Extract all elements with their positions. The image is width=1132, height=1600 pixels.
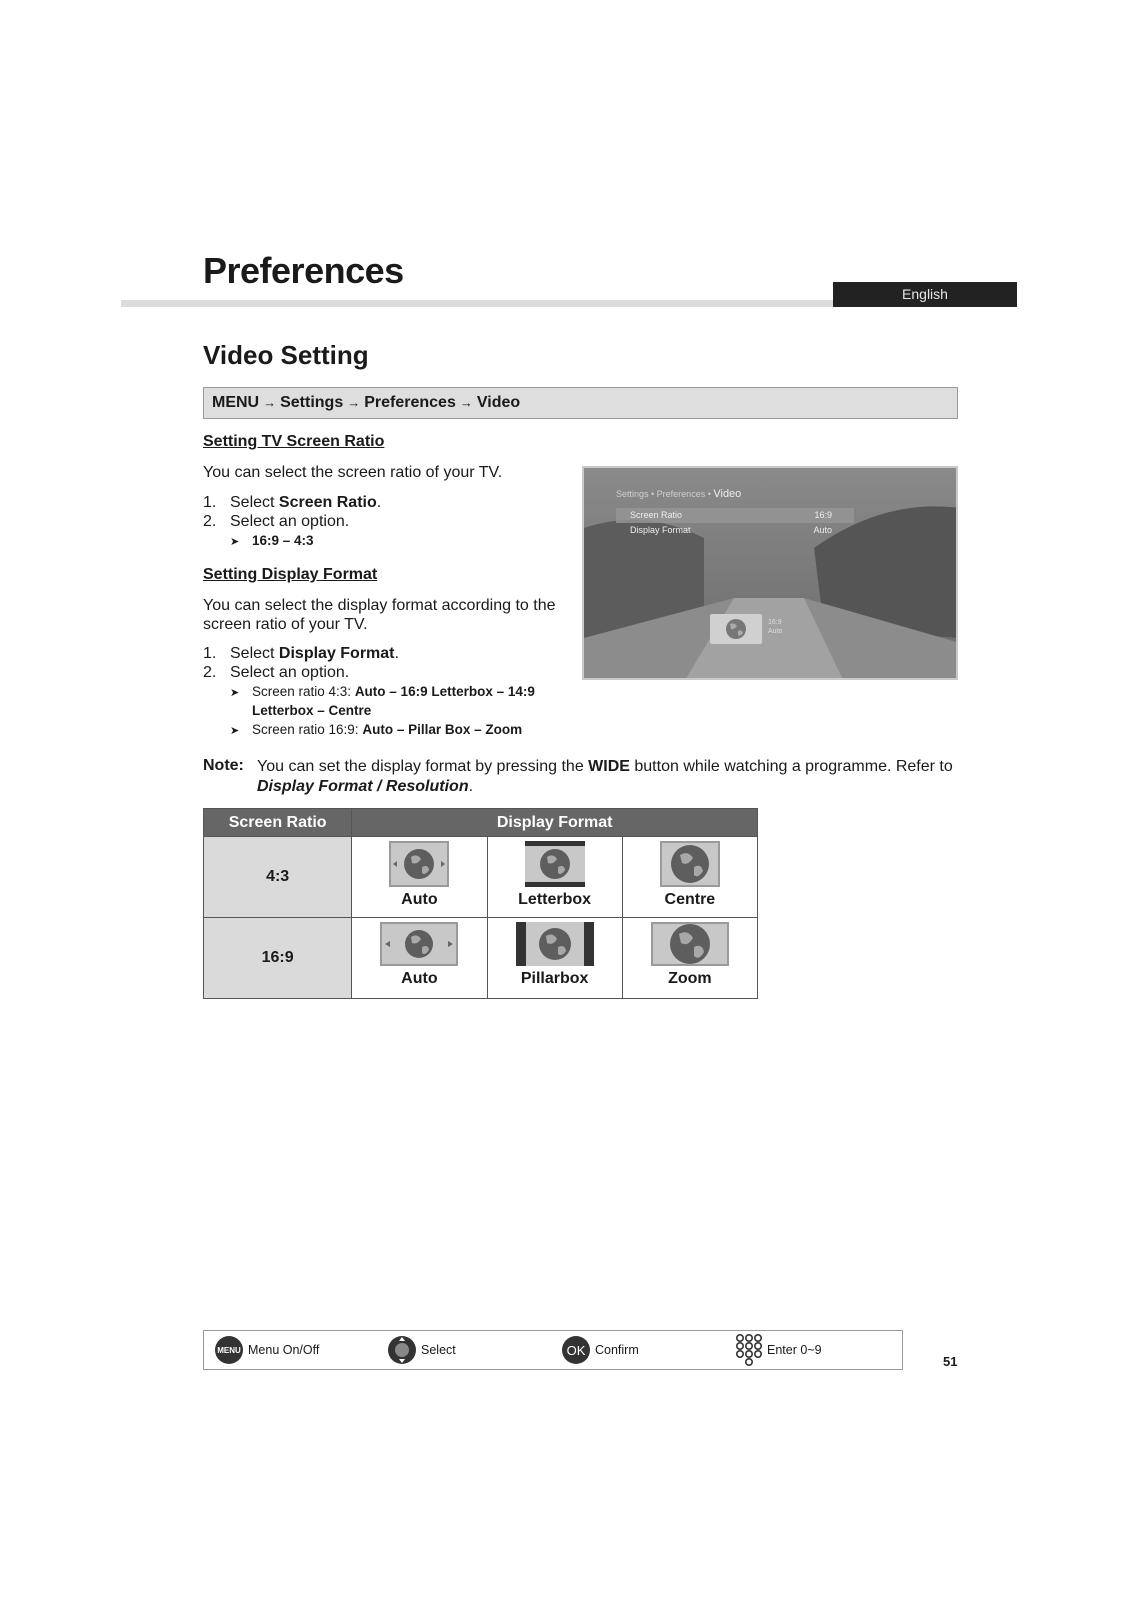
legend-menu	[214, 1335, 319, 1365]
format-label: Auto	[401, 891, 438, 908]
format-cell-letterbox	[487, 837, 622, 918]
step-end: .	[394, 645, 399, 662]
note-text-end: .	[468, 778, 474, 795]
tv-screenshot	[582, 466, 958, 680]
col-header-screen-ratio: Screen Ratio	[204, 809, 352, 837]
note-reference: Display Format / Resolution	[257, 778, 469, 795]
tv-menu-value: Auto	[813, 525, 832, 535]
tv-osd-text	[768, 618, 782, 636]
legend-confirm	[561, 1335, 639, 1365]
header-rule	[121, 300, 841, 307]
menu-path-bar	[203, 387, 958, 419]
option-values: Auto – Pillar Box – Zoom	[362, 722, 523, 737]
tv-menu-label: Display Format	[630, 525, 691, 535]
tv-osd-box	[710, 614, 762, 644]
format-label: Auto	[401, 970, 438, 987]
note-text-pre: You can set the display format by pressing the	[257, 758, 589, 775]
tv-menu-value: 16:9	[814, 510, 832, 520]
legend-confirm-label: Confirm	[595, 1343, 639, 1357]
tv-ratio-intro: You can select the screen ratio of your TV.	[203, 464, 503, 481]
table-row	[204, 837, 758, 918]
format-cell-auto	[352, 918, 487, 999]
option-prefix: Screen ratio 16:9:	[252, 722, 363, 737]
ratio-cell: 4:3	[204, 837, 352, 918]
globe-icon	[710, 614, 762, 644]
display-format-option-1-cont	[252, 701, 371, 720]
menu-button-text: MENU	[217, 1346, 241, 1355]
menu-path-step: Video	[476, 394, 521, 411]
menu-path-step: MENU	[212, 394, 260, 411]
display-format-step-2	[203, 663, 349, 683]
page-number: 51	[943, 1354, 958, 1369]
arrow-icon: →	[347, 395, 361, 410]
arrow-icon: →	[263, 395, 277, 410]
legend-enter-label: Enter 0~9	[767, 1343, 822, 1357]
tv-breadcrumb	[616, 488, 741, 500]
table-header-row	[204, 809, 758, 837]
note-text	[257, 757, 967, 797]
display-format-step-1	[203, 644, 399, 664]
chevron-right-icon: ➤	[230, 687, 240, 699]
section-title: Video Setting	[203, 340, 369, 370]
globe-zoom-icon	[651, 922, 729, 966]
legend-enter	[735, 1335, 822, 1365]
tv-menu-row-screen-ratio	[616, 508, 854, 523]
display-format-heading: Setting Display Format	[203, 566, 378, 583]
tv-menu-label: Screen Ratio	[630, 510, 683, 520]
display-format-option-2	[230, 720, 522, 741]
legend-select	[387, 1335, 456, 1365]
step-end: .	[376, 494, 382, 511]
format-cell-pillarbox	[487, 918, 622, 999]
step-text: Select	[230, 645, 279, 662]
chevron-right-icon: ➤	[230, 725, 240, 737]
arrow-icon: →	[459, 395, 473, 410]
col-header-display-format: Display Format	[352, 809, 758, 837]
format-label: Letterbox	[518, 891, 592, 908]
menu-button-icon	[214, 1335, 244, 1365]
ratio-cell: 16:9	[204, 918, 352, 999]
menu-path-step: Preferences	[364, 394, 456, 411]
display-format-intro-2: screen ratio of your TV.	[203, 616, 368, 633]
option-values: Letterbox – Centre	[252, 703, 372, 718]
globe-pillarbox-icon	[516, 922, 594, 966]
tv-menu-row-display-format	[616, 523, 854, 538]
tv-ratio-step-1	[203, 493, 381, 513]
step-bold: Screen Ratio	[278, 494, 377, 511]
ok-button-icon	[561, 1335, 591, 1365]
navigation-pad-icon	[387, 1335, 417, 1365]
note-text-mid: button while watching a programme. Refer to	[629, 758, 953, 775]
note-wide-button: WIDE	[588, 758, 630, 775]
step-number: 2.	[203, 513, 217, 530]
table-row	[204, 918, 758, 999]
format-label: Zoom	[668, 970, 712, 987]
format-label: Centre	[664, 891, 716, 908]
tv-osd-ratio: 16:9	[768, 619, 782, 626]
display-format-option-1	[230, 682, 535, 703]
tv-osd-format: Auto	[768, 628, 783, 635]
chevron-right-icon: ➤	[230, 536, 240, 548]
option-values: Auto – 16:9 Letterbox – 14:9	[354, 684, 535, 699]
globe-auto-icon	[389, 841, 449, 887]
format-cell-auto	[352, 837, 487, 918]
format-label: Pillarbox	[520, 970, 589, 987]
tv-ratio-option	[230, 531, 314, 552]
legend-menu-label: Menu On/Off	[248, 1343, 320, 1357]
remote-legend-bar	[203, 1330, 903, 1370]
step-text: Select an option.	[230, 513, 350, 530]
step-number: 1.	[203, 494, 217, 511]
option-prefix: Screen ratio 4:3:	[252, 684, 355, 699]
menu-path-step: Settings	[280, 394, 344, 411]
legend-select-label: Select	[421, 1343, 456, 1357]
option-text: 16:9 – 4:3	[252, 533, 314, 548]
step-text: Select an option.	[230, 664, 350, 681]
tv-ratio-step-2	[203, 512, 349, 532]
format-cell-zoom	[622, 918, 757, 999]
step-number: 2.	[203, 664, 217, 681]
step-number: 1.	[203, 645, 217, 662]
step-text: Select	[230, 494, 279, 511]
tv-ratio-heading: Setting TV Screen Ratio	[203, 433, 385, 450]
step-bold: Display Format	[278, 645, 395, 662]
display-format-intro-1: You can select the display format according to the	[203, 597, 556, 614]
tv-breadcrumb-path: Settings • Preferences •	[616, 489, 714, 499]
globe-letterbox-icon	[525, 841, 585, 887]
note-label: Note:	[203, 757, 244, 774]
tv-breadcrumb-current: Video	[713, 488, 742, 500]
globe-centre-icon	[660, 841, 720, 887]
globe-auto-wide-icon	[380, 922, 458, 966]
page-title: Preferences	[203, 250, 404, 291]
display-format-table	[203, 808, 758, 999]
ok-button-text: OK	[566, 1343, 586, 1358]
format-cell-centre	[622, 837, 757, 918]
number-keypad-icon	[735, 1333, 763, 1367]
language-tab: English	[833, 282, 1017, 307]
